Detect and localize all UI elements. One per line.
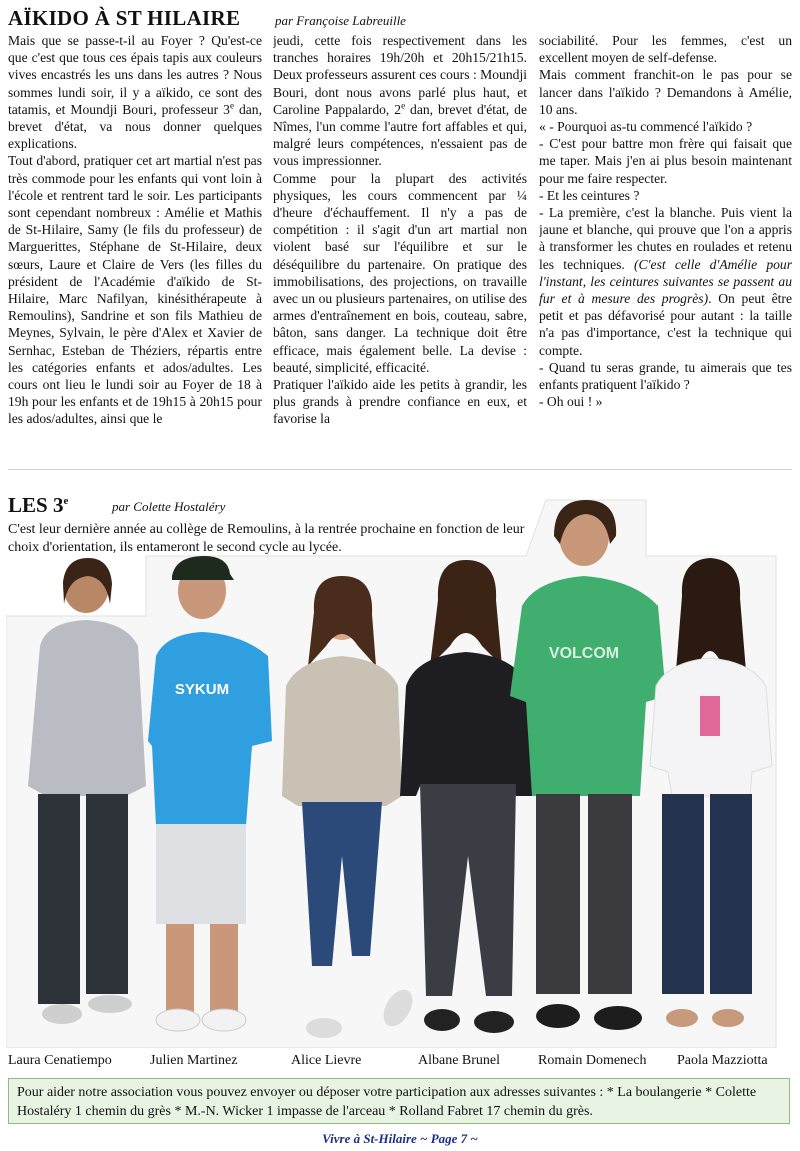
les3e-title bbox=[8, 493, 68, 518]
class-group-photo bbox=[6, 496, 790, 1048]
aikido-paragraph: Tout d'abord, pratiquer cet art martial n'est pas très commode pour les enfants qui vont loin à l'école et rentrent tard le soir. Les participants sont cependant nombreux : Amélie et Mathis de St-Hilaire, Samy (le fils du professeur) de Marguerittes, Stéphane de St-Hilaire, deux sœurs, Laure et Claire de Vers (les filles du président de l'Académie d'aïkido de St-Hilaire, Marc Nafilyan, kinésithérapeute à Remoulins), Sandrine et son fils Mathieu de Meynes, Sylvain, le père d'Alex et Xavier de Sernhac, Esteban de Théziers, répartis entre les catégories enfants et ados/adultes. Les cours ont lieu le lundi soir au Foyer de 18 à 19h pour les enfants et de 19h15 à 20h15 pour les ados/adultes, ainsi que le bbox=[8, 153, 262, 427]
student-name-albane: Albane Brunel bbox=[418, 1053, 501, 1068]
student-name-julien: Julien Martinez bbox=[150, 1053, 238, 1068]
aikido-column-2 bbox=[273, 32, 527, 464]
page-footer: Vivre à St-Hilaire ~ Page 7 ~ bbox=[322, 1131, 478, 1146]
aikido-paragraph: Mais comment franchit-on le pas pour se lancer dans l'aïkido ? Demandons à Amélie, 10 ans. bbox=[539, 67, 792, 117]
aikido-paragraph: Pratiquer l'aïkido aide les petits à grandir, les plus grands à prendre confiance en eux, et favorise la bbox=[273, 377, 527, 427]
superscript: e bbox=[229, 100, 234, 111]
interview-question: - Et les ceintures ? bbox=[539, 187, 640, 203]
superscript: e bbox=[401, 100, 406, 111]
interview-answer: - Oh oui ! » bbox=[539, 394, 603, 410]
interview-answer bbox=[539, 204, 792, 359]
text-run: jeudi, cette fois respectivement dans les tranches horaires 19h/20h et 20h15/21h15. Deux professeurs assurent ces cours : Moundji Bouri, dont nous avons parlé plus haut, et Caroline Pappalardo, 2 bbox=[273, 33, 527, 117]
text-run: Mais que se passe-t-il au Foyer ? Qu'est-ce que c'est que tous ces épais tapis aux couleurs vives encastrés les uns dans les autres ? Nous sommes lundi soir, il y a aïkido, ce sont des tatamis, et Moundji Bouri, professeur 3 bbox=[8, 33, 262, 117]
interview-answer: - C'est pour battre mon frère qui faisait que me taper. Mais j'en ai plus besoin maintenant pour me faire respecter. bbox=[539, 136, 792, 186]
aikido-paragraph bbox=[8, 32, 262, 152]
superscript: e bbox=[63, 495, 69, 507]
interview-question: « - Pourquoi as-tu commencé l'aïkido ? bbox=[539, 119, 753, 135]
donation-notice-box: Pour aider notre association vous pouvez envoyer ou déposer votre participation aux adresses suivantes : * La boulangerie * Colette Hostaléry 1 chemin du grès * M.-N. Wicker 1 impasse de l'arceau * Rolland Fabret 17 chemin du grès. bbox=[8, 1078, 790, 1124]
les3e-author: par Colette Hostaléry bbox=[112, 499, 226, 514]
section-divider bbox=[8, 469, 792, 470]
aikido-article-title: AÏKIDO À ST HILAIRE bbox=[8, 6, 241, 30]
text-run: - La première, c'est la blanche. Puis vient la jaune et blanche, qui prouve que l'on a appris à transformer les chutes en roulades et retenu les techniques. bbox=[539, 205, 792, 272]
student-names-row bbox=[0, 1053, 800, 1073]
aikido-column-1 bbox=[8, 32, 262, 464]
shirt-logo-text: VOLCOM bbox=[548, 645, 620, 662]
student-name-romain: Romain Domenech bbox=[538, 1053, 647, 1068]
title-text: LES 3 bbox=[8, 493, 64, 517]
student-name-alice: Alice Lievre bbox=[291, 1053, 362, 1068]
les3e-intro: C'est leur dernière année au collège de Remoulins, à la rentrée prochaine en fonction de leur choix d'orientation, ils entameront le second cycle au lycée. bbox=[8, 522, 525, 555]
italic-aside: (C'est celle d'Amélie pour l'instant, les ceintures suivantes se passent au fur et à mesure des progrès) bbox=[539, 256, 792, 307]
interview-question: - Quand tu seras grande, tu aimerais que tes enfants pratiquent l'aïkido ? bbox=[539, 359, 792, 393]
aikido-paragraph: Comme pour la plupart des activités physiques, les cours commencent par ¼ d'heure d'échauffement. Il n'y a pas de compétition : il s'agit d'un art martial non violent basé sur l'équilibre et sur le déséquilibre du partenaire. On pratique des immobilisations, des projections, on travaille avec un ou plusieurs partenaires, on utilise des armes d'entraînement en bois, couteau, sabre, bâton, sans danger. La technique doit être efficace, mais également belle. La devise : beauté, simplicité, efficacité. bbox=[273, 170, 527, 375]
text-run: dan, brevet d'état, va nous donner quelques explications. bbox=[8, 101, 262, 152]
student-name-paola: Paola Mazziotta bbox=[677, 1053, 768, 1068]
student-name-laura: Laura Cenatiempo bbox=[8, 1053, 112, 1068]
aikido-paragraph bbox=[273, 32, 527, 170]
aikido-article-author: par Françoise Labreuille bbox=[275, 13, 406, 28]
aikido-column-3 bbox=[539, 32, 792, 464]
aikido-paragraph: sociabilité. Pour les femmes, c'est un excellent moyen de self-defense. bbox=[539, 33, 792, 66]
text-run: . On peut être petit et pas défavorisé pour autant : la taille n'a pas d'importance, c'est la technique qui compte. bbox=[539, 291, 792, 358]
shirt-logo-text: SYKUM bbox=[174, 681, 230, 698]
text-run: dan, brevet d'état, de Nîmes, l'un comme l'autre fort affables et qui, malgré leurs compétences, n'essaient pas de vous impressionner. bbox=[273, 101, 527, 169]
